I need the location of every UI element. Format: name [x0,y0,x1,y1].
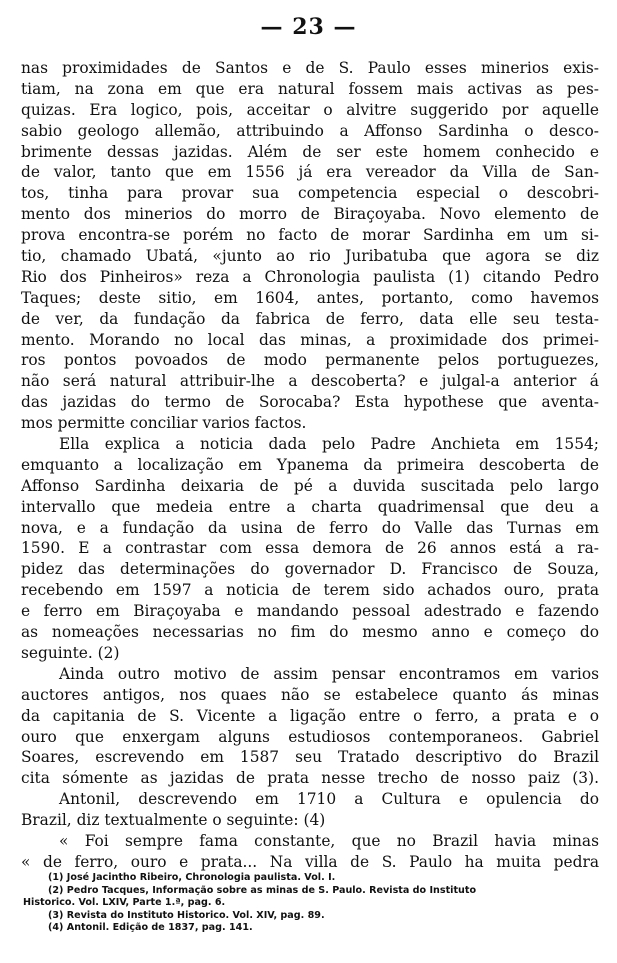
text-line: mos permitte conciliar varios factos. [21,414,307,433]
text-line: intervallo que medeia entre a charta quadrimensal que deu a [21,497,599,516]
text-line: as nomeações necessarias no fim do mesmo anno e começo do [21,623,599,642]
text-line: Antonil, descrevendo em 1710 a Cultura e opulencia do [59,790,599,809]
text-line: pidez das determinações do governador D. Francisco de Souza, [21,560,599,579]
text-line: tiam, na zona em que era natural fossem mais activas as pes- [21,79,599,98]
text-line: tio, chamado Ubatá, «junto ao rio Juribatuba que agora se diz [21,247,599,266]
text-line: nova, e a fundação da usina de ferro do Valle das Turnas em [21,518,599,537]
text-line: Rio dos Pinheiros» reza a Chronologia paulista (1) citando Pedro [21,267,599,286]
text-line: brimente dessas jazidas. Além de ser este homem conhecido e [21,142,599,161]
text-line: sabio geologo allemão, attribuindo a Affonso Sardinha o desco- [21,121,599,140]
footnote: (2) Pedro Tacques, Informação sobre as minas de S. Paulo. Revista do Instituto [48,884,477,896]
page-number: — 23 — [260,14,357,40]
text-line: cita sómente as jazidas de prata nesse trecho de nosso paiz (3). [21,769,599,788]
text-line: Ella explica a noticia dada pelo Padre Anchieta em 1554; [59,435,599,454]
text-line: 1590. E a contrastar com essa demora de 26 annos está a ra- [21,539,599,558]
text-line: de ver, da fundação da fabrica de ferro, data elle seu testa- [21,309,599,328]
text-line: mento dos minerios do morro de Biraçoyaba. Novo elemento de [21,205,599,224]
footnote: (4) Antonil. Edição de 1837, pag. 141. [48,922,253,934]
text-line: Affonso Sardinha deixaria de pé a duvida suscitada pelo largo [21,476,599,495]
text-line: nas proximidades de Santos e de S. Paulo esses minerios exis- [21,59,599,77]
text-line: e ferro em Biraçoyaba e mandando pessoal adestrado e fazendo [21,602,599,621]
text-line: ouro que enxergam alguns estudiosos contemporaneos. Gabriel [21,727,599,746]
text-line: « Foi sempre fama constante, que no Brazil havia minas [59,831,599,850]
footnote: (1) José Jacintho Ribeiro, Chronologia paulista. Vol. I. [48,872,336,883]
text-line: Brazil, diz textualmente o seguinte: (4) [21,811,326,830]
text-line: prova encontra-se porém no facto de morar Sardinha em um si- [21,226,599,245]
body-text [21,58,599,873]
text-line: da capitania de S. Vicente a ligação entre o ferro, a prata e o [21,706,599,725]
text-line: tos, tinha para provar sua competencia especial o descobri- [21,184,599,203]
text-line: auctores antigos, nos quaes não se estabelece quanto ás minas [21,685,599,704]
footnotes [23,872,600,935]
text-line: mento. Morando no local das minas, a proximidade dos primei- [21,330,599,349]
text-line: recebendo em 1597 a noticia de terem sido achados ouro, prata [21,581,599,600]
text-line: Soares, escrevendo em 1587 seu Tratado descriptivo do Brazil [21,748,599,767]
text-line: « de ferro, ouro e prata... Na villa de S. Paulo ha muita pedra [21,852,599,871]
text-line: de valor, tanto que em 1556 já era vereador da Villa de San- [21,163,599,182]
text-line: Ainda outro motivo de assim pensar encontramos em varios [59,664,599,683]
footnote: (3) Revista do Instituto Historico. Vol. XIV, pag. 89. [48,909,325,921]
text-line: seguinte. (2) [21,643,120,662]
text-line: quizas. Era logico, pois, acceitar o alvitre suggerido por aquelle [21,100,599,119]
text-line: ros pontos povoados de modo permanente pelos portuguezes, [21,351,599,370]
text-line: emquanto a localização em Ypanema da primeira descoberta de [21,455,599,474]
text-line: não será natural attribuir-lhe a descoberta? e julgal-a anterior á [21,372,599,391]
text-line: Taques; deste sitio, em 1604, antes, portanto, como havemos [21,288,599,307]
footnote: Historico. Vol. LXIV, Parte 1.ª, pag. 6. [23,897,226,909]
text-line: das jazidas do termo de Sorocaba? Esta hypothese que aventa- [21,393,599,412]
